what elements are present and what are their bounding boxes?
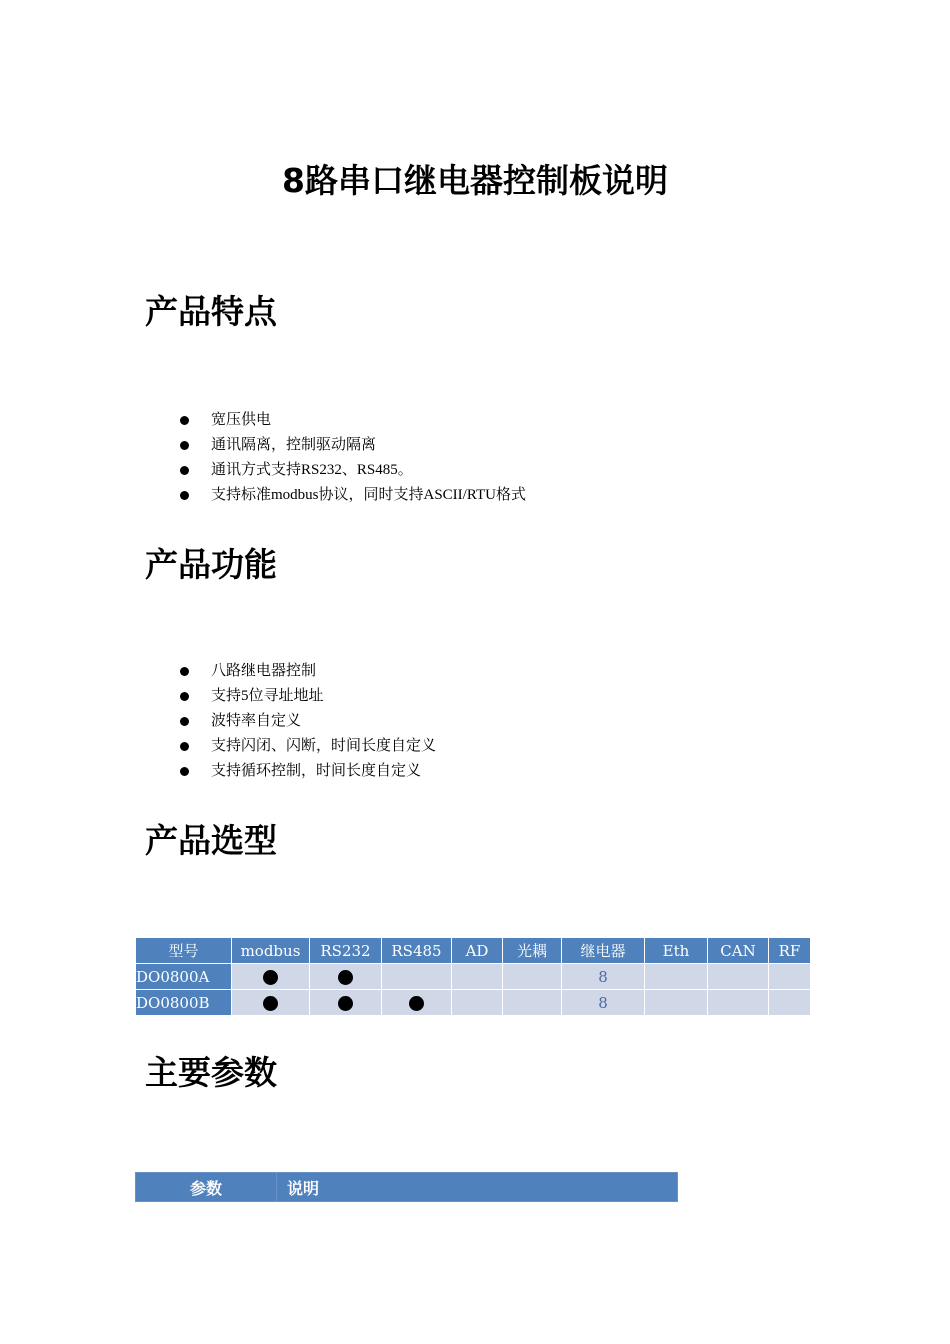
rf-cell: [769, 990, 811, 1016]
list-item: 通讯隔离，控制驱动隔离: [178, 433, 526, 458]
can-cell: [708, 990, 769, 1016]
can-cell: [708, 964, 769, 990]
list-item: 支持5位寻址地址: [178, 684, 436, 709]
column-header: modbus: [232, 938, 310, 964]
functions-list: [178, 659, 436, 784]
column-header: AD: [452, 938, 503, 964]
params-heading: 主要参数: [145, 1053, 277, 1092]
bullet-icon: [180, 416, 189, 425]
list-item: 支持闪闭、闪断，时间长度自定义: [178, 734, 436, 759]
selection-heading: 产品选型: [145, 821, 277, 860]
rs232-cell: [310, 964, 382, 990]
column-header: Eth: [645, 938, 708, 964]
model-cell: DO0800A: [136, 964, 232, 990]
relay-cell: 8: [562, 990, 645, 1016]
rs232-cell: [310, 990, 382, 1016]
document-title: 8路串口继电器控制板说明: [282, 161, 668, 200]
list-item: 波特率自定义: [178, 709, 436, 734]
rf-cell: [769, 964, 811, 990]
bullet-icon: [180, 441, 189, 450]
features-heading: 产品特点: [145, 292, 277, 331]
list-item: 支持标准modbus协议，同时支持ASCII/RTU格式: [178, 483, 526, 508]
list-item: 支持循环控制，时间长度自定义: [178, 759, 436, 784]
features-list: [178, 408, 526, 508]
column-header: 光耦: [503, 938, 562, 964]
column-header: 继电器: [562, 938, 645, 964]
table-header-row: [136, 1173, 678, 1202]
supported-dot-icon: [409, 996, 424, 1011]
bullet-icon: [180, 466, 189, 475]
bullet-icon: [180, 767, 189, 776]
list-item: 通讯方式支持RS232、RS485。: [178, 458, 526, 483]
supported-dot-icon: [263, 970, 278, 985]
eth-cell: [645, 990, 708, 1016]
bullet-icon: [180, 742, 189, 751]
selection-table: [135, 937, 811, 1016]
list-item: 宽压供电: [178, 408, 526, 433]
modbus-cell: [232, 964, 310, 990]
list-item: 八路继电器控制: [178, 659, 436, 684]
relay-cell: 8: [562, 964, 645, 990]
params-table: [135, 1172, 678, 1202]
functions-heading: 产品功能: [145, 545, 277, 584]
column-header: RS232: [310, 938, 382, 964]
supported-dot-icon: [338, 970, 353, 985]
modbus-cell: [232, 990, 310, 1016]
table-row: [136, 990, 811, 1016]
table-row: [136, 964, 811, 990]
rs485-cell: [382, 990, 452, 1016]
ad-cell: [452, 964, 503, 990]
optocoupler-cell: [503, 990, 562, 1016]
ad-cell: [452, 990, 503, 1016]
eth-cell: [645, 964, 708, 990]
bullet-icon: [180, 717, 189, 726]
optocoupler-cell: [503, 964, 562, 990]
supported-dot-icon: [263, 996, 278, 1011]
column-header: RS485: [382, 938, 452, 964]
column-header: RF: [769, 938, 811, 964]
column-header: CAN: [708, 938, 769, 964]
column-header: 参数: [136, 1173, 277, 1202]
model-cell: DO0800B: [136, 990, 232, 1016]
column-header: 型号: [136, 938, 232, 964]
bullet-icon: [180, 692, 189, 701]
column-header: 说明: [277, 1173, 678, 1202]
bullet-icon: [180, 491, 189, 500]
bullet-icon: [180, 667, 189, 676]
rs485-cell: [382, 964, 452, 990]
table-header-row: [136, 938, 811, 964]
supported-dot-icon: [338, 996, 353, 1011]
